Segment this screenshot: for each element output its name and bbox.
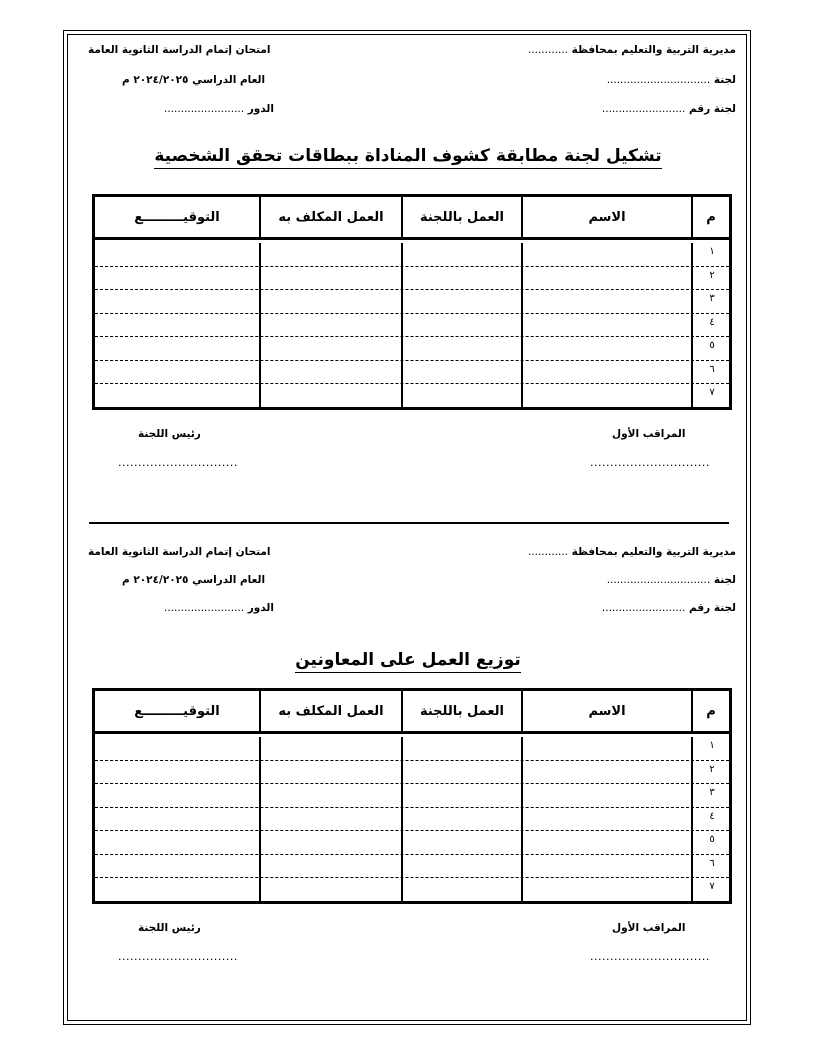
col-name: الاسم (588, 209, 626, 225)
observer-signature-field[interactable]: .............................. (590, 456, 710, 469)
committee-no-field[interactable]: ......................... (601, 602, 686, 614)
observer-label: المراقب الأول (612, 428, 686, 440)
committee-field[interactable]: ............................... (606, 574, 711, 586)
col-committee-work: العمل باللجنة (419, 703, 505, 719)
col-assigned-work: العمل المكلف به (278, 209, 384, 225)
committee-label: لجنة (713, 574, 736, 586)
chief-label: رئيس اللجنة (138, 922, 201, 934)
table-row[interactable] (95, 831, 729, 855)
directorate-line (528, 44, 736, 56)
committee-no-label: لجنة رقم (689, 103, 736, 115)
row-number: ٢ (709, 269, 715, 281)
committee-no-line (602, 602, 736, 614)
table-row[interactable] (95, 314, 729, 338)
committee-no-label: لجنة رقم (689, 602, 736, 614)
row-number: ٢ (709, 763, 715, 775)
section-title: توزيع العمل على المعاونين (80, 650, 736, 670)
chief-label: رئيس اللجنة (138, 428, 201, 440)
col-name: الاسم (588, 703, 626, 719)
committee-no-field[interactable]: ......................... (601, 103, 686, 115)
table-row[interactable] (95, 267, 729, 291)
row-number: ٦ (709, 857, 715, 869)
round-line (164, 602, 274, 614)
table-row[interactable] (95, 361, 729, 385)
row-number: ١ (709, 740, 715, 751)
col-number: م (706, 209, 716, 225)
exam-title: امتحان إتمام الدراسة الثانوية العامة (88, 546, 271, 558)
committee-no-line (602, 103, 736, 115)
directorate-field[interactable]: ............ (527, 44, 569, 56)
table-body (95, 243, 729, 407)
committee-field[interactable]: ............................... (606, 74, 711, 86)
table-header (95, 691, 729, 734)
col-signature: التوقيـــــــــع (134, 209, 220, 225)
exam-title: امتحان إتمام الدراسة الثانوية العامة (88, 44, 271, 56)
section-title: تشكيل لجنة مطابقة كشوف المناداة ببطاقات تحقق الشخصية (80, 146, 736, 166)
committee-label: لجنة (713, 74, 736, 86)
round-field[interactable]: ........................ (164, 602, 245, 614)
table-row[interactable] (95, 337, 729, 361)
assistants-table (92, 688, 732, 904)
table-header (95, 197, 729, 240)
section-divider (89, 522, 729, 524)
row-number: ٤ (709, 316, 715, 328)
row-number: ٧ (709, 881, 715, 892)
committee-line (607, 74, 736, 86)
committee-line (607, 574, 736, 586)
row-number: ٤ (709, 810, 715, 822)
round-label: الدور (247, 103, 274, 115)
round-line (164, 103, 274, 115)
col-signature: التوقيـــــــــع (134, 703, 220, 719)
committee-table (92, 194, 732, 410)
table-row[interactable] (95, 243, 729, 267)
row-number: ٦ (709, 363, 715, 375)
table-row[interactable] (95, 878, 729, 902)
col-committee-work: العمل باللجنة (419, 209, 505, 225)
table-row[interactable] (95, 761, 729, 785)
observer-signature-field[interactable]: .............................. (590, 950, 710, 963)
chief-signature-field[interactable]: .............................. (118, 950, 238, 963)
directorate-label: مديرية التربية والتعليم بمحافظة (571, 546, 736, 558)
table-row[interactable] (95, 290, 729, 314)
academic-year: العام الدراسي ٢٠٢٤/٢٠٢٥ م (122, 574, 266, 586)
table-row[interactable] (95, 384, 729, 408)
col-assigned-work: العمل المكلف به (278, 703, 384, 719)
row-number: ٣ (709, 293, 715, 304)
row-number: ٣ (709, 787, 715, 798)
chief-signature-field[interactable]: .............................. (118, 456, 238, 469)
academic-year: العام الدراسي ٢٠٢٤/٢٠٢٥ م (122, 74, 266, 86)
table-row[interactable] (95, 855, 729, 879)
table-body (95, 737, 729, 901)
directorate-label: مديرية التربية والتعليم بمحافظة (571, 44, 736, 56)
col-number: م (706, 703, 716, 719)
observer-label: المراقب الأول (612, 922, 686, 934)
row-number: ٧ (709, 387, 715, 398)
row-number: ٥ (709, 834, 715, 845)
table-row[interactable] (95, 737, 729, 761)
table-row[interactable] (95, 784, 729, 808)
round-field[interactable]: ........................ (164, 103, 245, 115)
round-label: الدور (247, 602, 274, 614)
row-number: ١ (709, 246, 715, 257)
row-number: ٥ (709, 340, 715, 351)
directorate-field[interactable]: ............ (527, 546, 569, 558)
table-row[interactable] (95, 808, 729, 832)
directorate-line (528, 546, 736, 558)
